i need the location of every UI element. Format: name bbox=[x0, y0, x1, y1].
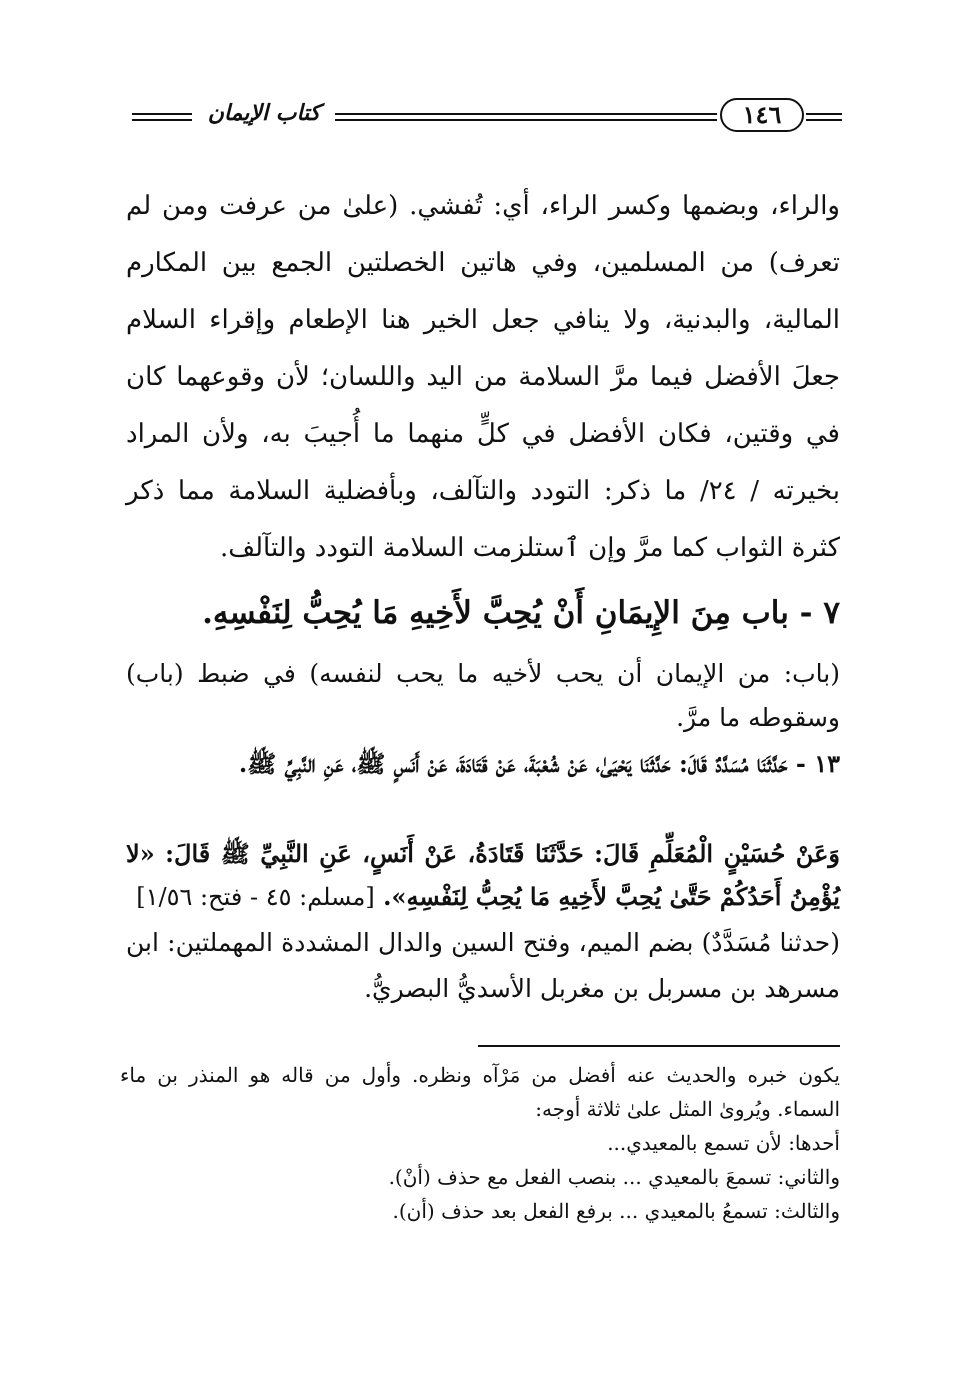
hadith-isnad: ١٣ - حَدَّثَنَا مُسَدَّدٌ قَالَ: حَدَّثَنَا يَحْيَىٰ، عَنْ شُعْبَةَ، عَنْ قَتَادَةَ، عَنْ أَنَسٍ ﷺ، عَنِ النَّبِيِّ ﷺ. bbox=[238, 749, 840, 778]
footnote-divider bbox=[478, 1045, 840, 1047]
hadith-matn: وَعَنْ حُسَيْنٍ الْمُعَلِّمِ قَالَ: حَدَّثَنَا قَتَادَةُ، عَنْ أَنَسٍ، عَنِ النَّبِيِّ ﷺ قَالَ: «لا يُؤْمِنُ أَحَدُكُمْ حَتَّىٰ يُحِبَّ لأَخِيهِ مَا يُحِبُّ لِنَفْسِهِ». bbox=[126, 839, 840, 911]
section-heading: ٧ - باب مِنَ الإِيمَانِ أَنْ يُحِبَّ لأَخِيهِ مَا يُحِبُّ لِنَفْسِهِ. bbox=[202, 595, 840, 631]
header-rule-left bbox=[132, 113, 192, 121]
header-rule-middle bbox=[335, 113, 717, 121]
footnote bbox=[120, 1058, 840, 1228]
footnote-line: والثالث: تسمعُ بالمعيدي ... برفع الفعل بعد حذف (أن). bbox=[392, 1199, 840, 1223]
hadith-matn-block bbox=[126, 832, 840, 919]
body-paragraph: والراء، وبضمها وكسر الراء، أي: تُفشي. (علىٰ من عرفت ومن لم تعرف) من المسلمين، وفي هاتين الخصلتين الجمع بين المكارم المالية، والبدنية، ولا ينافي جعل الخير هنا الإطعام وإقراء السلام جعلَ الأفضل فيما مرَّ السلامة من اليد واللسان؛ لأن وقوعهما كان في وقتين، فكان الأفضل في كلٍّ منهما ما أُجيبَ به، ولأن المراد بخيرته / ٢٤/ ما ذكر: التودد والتآلف، وبأفضلية السلامة مما ذكر كثرة الثواب كما مرَّ وإن ٱستلزمت السلامة التودد والتآلف. bbox=[126, 191, 840, 563]
page-number: ١٤٦ bbox=[720, 98, 804, 132]
header-rule-right bbox=[806, 113, 842, 121]
footnote-line: والثاني: تسمعَ بالمعيدي ... بنصب الفعل مع حذف (أنْ). bbox=[388, 1165, 840, 1189]
hadith-reference: [مسلم: ٤٥ - فتح: ١/٥٦] bbox=[136, 883, 375, 911]
commentary-bab: (باب: من الإيمان أن يحب لأخيه ما يحب لنفسه) في ضبط (باب) وسقوطه ما مرَّ. bbox=[126, 659, 840, 732]
running-title: كتاب الإيمان bbox=[207, 100, 321, 126]
footnote-line: أحدها: لأن تسمع بالمعيدي... bbox=[607, 1131, 840, 1155]
page-header bbox=[120, 92, 842, 140]
commentary-sharh: (حدثنا مُسَدَّدٌ) بضم الميم، وفتح السين والدال المشددة المهملتين: ابن مسرهد بن مسربل بن مغربل الأسديُّ البصريُّ. bbox=[126, 928, 840, 1003]
footnote-line: يكون خبره والحديث عنه أفضل من مَرْآه ونظره. وأول من قاله هو المنذر بن ماء السماء. ويُروىٰ المثل علىٰ ثلاثة أوجه: bbox=[120, 1063, 840, 1121]
